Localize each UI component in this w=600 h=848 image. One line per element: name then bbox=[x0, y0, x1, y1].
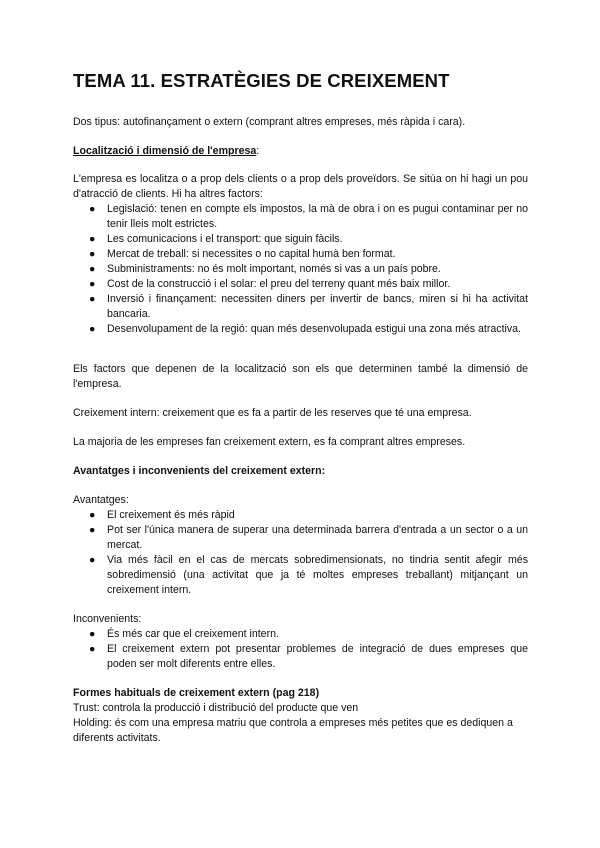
list-item-text: Mercat de treball: si necessites o no capital humà ben format. bbox=[107, 248, 396, 260]
list-item bbox=[73, 523, 528, 553]
list-item bbox=[73, 627, 528, 642]
list-item bbox=[73, 277, 528, 292]
factors-list bbox=[73, 202, 528, 337]
list-item-text: El creixement és més ràpid bbox=[107, 509, 235, 521]
list-item bbox=[73, 642, 528, 672]
list-item-text: Cost de la construcció i el solar: el preu del terreny quant més baix millor. bbox=[107, 278, 451, 290]
bullet-icon: ● bbox=[89, 248, 96, 260]
trust-paragraph: Trust: controla la producció i distribució del producte que ven bbox=[73, 702, 359, 714]
bullet-icon: ● bbox=[89, 278, 96, 290]
list-item-text: Desenvolupament de la regió: quan més desenvolupada estigui una zona més atractiva. bbox=[107, 323, 522, 335]
bullet-icon: ● bbox=[89, 233, 96, 245]
list-item bbox=[73, 292, 528, 322]
list-item bbox=[73, 262, 528, 277]
section-heading-location bbox=[73, 144, 528, 159]
bullet-icon: ● bbox=[89, 263, 96, 275]
section-heading-location-text: Localització i dimensió de l'empresa bbox=[73, 145, 257, 157]
bullet-icon: ● bbox=[89, 509, 96, 521]
bullet-icon: ● bbox=[89, 524, 96, 536]
list-item-text: Via més fàcil en el cas de mercats sobredimensionats, no tindria sentit afegir més sobredimensió (una activitat que ja té moltes empreses treballant) mitjançant un creixement intern. bbox=[107, 554, 528, 596]
list-item bbox=[73, 322, 528, 337]
disadvantages-list bbox=[73, 627, 528, 672]
section-heading-location-colon: : bbox=[256, 145, 260, 157]
list-item-text: Inversió i finançament: necessiten diners per invertir de bancs, miren si hi ha activitat bancaria. bbox=[107, 293, 528, 320]
list-item bbox=[73, 508, 528, 523]
list-item-text: Pot ser l'única manera de superar una determinada barrera d'entrada a un sector o a un mercat. bbox=[107, 524, 528, 551]
advantages-label: Avantatges: bbox=[73, 494, 129, 506]
holding-paragraph: Holding: és com una empresa matriu que controla a empreses més petites que es dediquen a diferents activitats. bbox=[73, 717, 513, 744]
advantages-list bbox=[73, 508, 528, 598]
intro-paragraph: Dos tipus: autofinançament o extern (comprant altres empreses, més ràpida i cara). bbox=[73, 116, 466, 128]
list-item-text: És més car que el creixement intern. bbox=[107, 628, 279, 640]
bullet-icon: ● bbox=[89, 293, 96, 305]
list-item-text: El creixement extern pot presentar problemes de integració de dues empreses que poden ser molt diferents entre elles. bbox=[107, 643, 528, 670]
list-item-text: Les comunicacions i el transport: que siguin fàcils. bbox=[107, 233, 343, 245]
list-item-text: Legislació: tenen en compte els impostos, la mà de obra i on es pugui contaminar per no tenir lleis molt estrictes. bbox=[107, 203, 528, 230]
bullet-icon: ● bbox=[89, 203, 96, 215]
bullet-icon: ● bbox=[89, 643, 96, 655]
disadvantages-label: Inconvenients: bbox=[73, 613, 142, 625]
location-paragraph: L'empresa es localitza o a prop dels clients o a prop dels proveïdors. Se sitúa on hi hagi un pou d'atracció de clients. Hi ha altres factors: bbox=[73, 173, 528, 200]
list-item bbox=[73, 247, 528, 262]
factors-dimension-paragraph: Els factors que depenen de la localització son els que determinen també la dimensió de l'empresa. bbox=[73, 363, 528, 390]
list-item bbox=[73, 202, 528, 232]
bullet-icon: ● bbox=[89, 628, 96, 640]
bullet-icon: ● bbox=[89, 323, 96, 335]
list-item bbox=[73, 553, 528, 598]
page-title: TEMA 11. ESTRATÈGIES DE CREIXEMENT bbox=[73, 70, 450, 91]
internal-growth-paragraph: Creixement intern: creixement que es fa a partir de les reserves que té una empresa. bbox=[73, 407, 472, 419]
list-item-text: Subministraments: no és molt important, només si vas a un país pobre. bbox=[107, 263, 441, 275]
section-heading-pros-cons: Avantatges i inconvenients del creixement extern: bbox=[73, 465, 326, 477]
section-heading-external-forms: Formes habituals de creixement extern (pag 218) bbox=[73, 687, 320, 699]
external-growth-paragraph: La majoria de les empreses fan creixement extern, es fa comprant altres empreses. bbox=[73, 436, 466, 448]
bullet-icon: ● bbox=[89, 554, 96, 566]
list-item bbox=[73, 232, 528, 247]
